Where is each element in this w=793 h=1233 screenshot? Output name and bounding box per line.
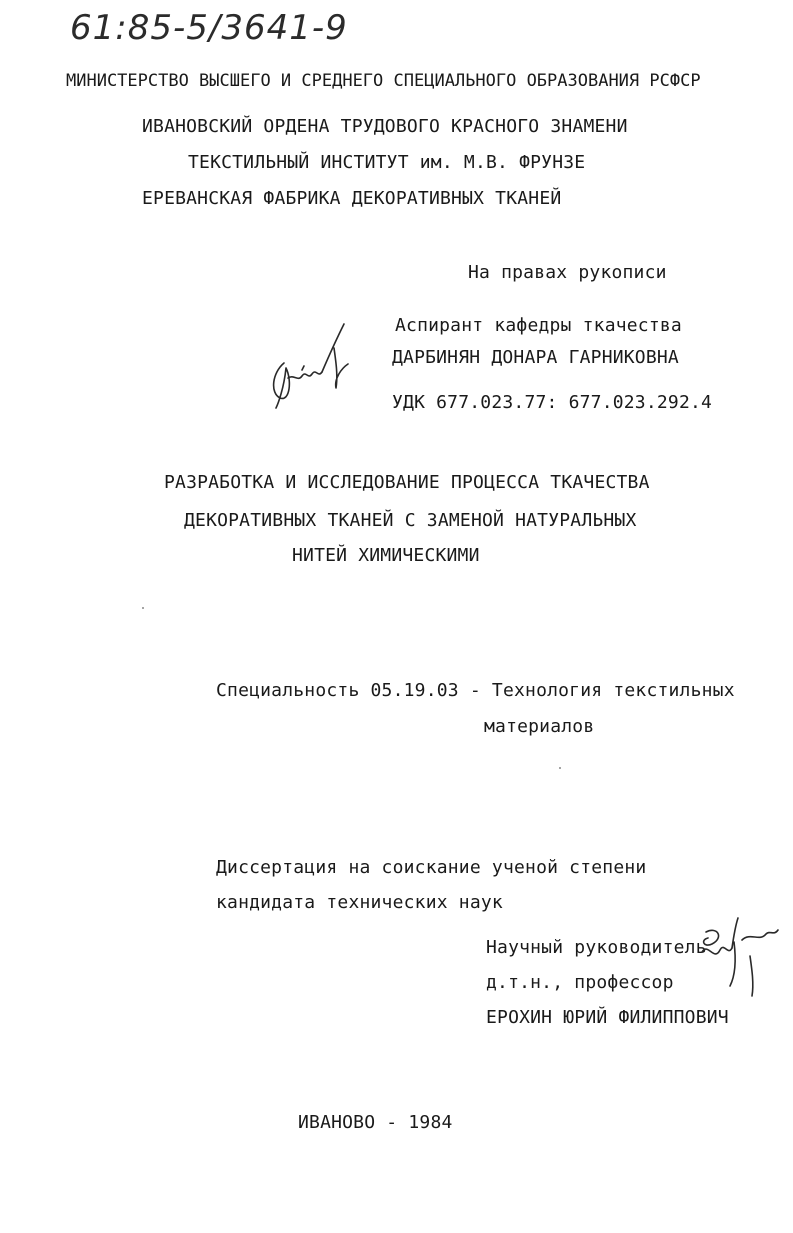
scan-speck [142, 607, 144, 609]
author-name: ДАРБИНЯН ДОНАРА ГАРНИКОВНА [392, 347, 679, 368]
specialty-line-1: Специальность 05.19.03 - Технология текстильных [216, 680, 735, 701]
place-and-year: ИВАНОВО - 1984 [298, 1112, 453, 1133]
thesis-title-line-3: НИТЕЙ ХИМИЧЕСКИМИ [292, 545, 480, 566]
archive-number: 61:85-5/3641-9 [70, 8, 348, 48]
dissertation-line-2: кандидата технических наук [216, 892, 503, 913]
scan-speck [559, 767, 561, 769]
institute-line-2: ТЕКСТИЛЬНЫЙ ИНСТИТУТ им. М.В. ФРУНЗЕ [188, 152, 586, 173]
supervisor-label: Научный руководитель [486, 937, 707, 958]
author-signature [262, 318, 357, 413]
manuscript-rights: На правах рукописи [468, 262, 667, 283]
dissertation-line-1: Диссертация на соискание ученой степени [216, 857, 647, 878]
thesis-title-line-1: РАЗРАБОТКА И ИССЛЕДОВАНИЕ ПРОЦЕССА ТКАЧЕСТВА [164, 472, 650, 493]
author-position: Аспирант кафедры ткачества [395, 315, 682, 336]
supervisor-signature [690, 912, 790, 1002]
factory-name: ЕРЕВАНСКАЯ ФАБРИКА ДЕКОРАТИВНЫХ ТКАНЕЙ [142, 188, 562, 209]
specialty-line-2: материалов [484, 716, 595, 737]
ministry-heading: МИНИСТЕРСТВО ВЫСШЕГО И СРЕДНЕГО СПЕЦИАЛЬНОГО ОБРАЗОВАНИЯ РСФСР [66, 71, 701, 91]
institute-line-1: ИВАНОВСКИЙ ОРДЕНА ТРУДОВОГО КРАСНОГО ЗНАМЕНИ [142, 116, 628, 137]
thesis-title-line-2: ДЕКОРАТИВНЫХ ТКАНЕЙ С ЗАМЕНОЙ НАТУРАЛЬНЫХ [184, 510, 637, 531]
supervisor-name: ЕРОХИН ЮРИЙ ФИЛИППОВИЧ [486, 1007, 729, 1028]
supervisor-degree: д.т.н., профессор [486, 972, 674, 993]
udk-code: УДК 677.023.77: 677.023.292.4 [392, 392, 713, 413]
